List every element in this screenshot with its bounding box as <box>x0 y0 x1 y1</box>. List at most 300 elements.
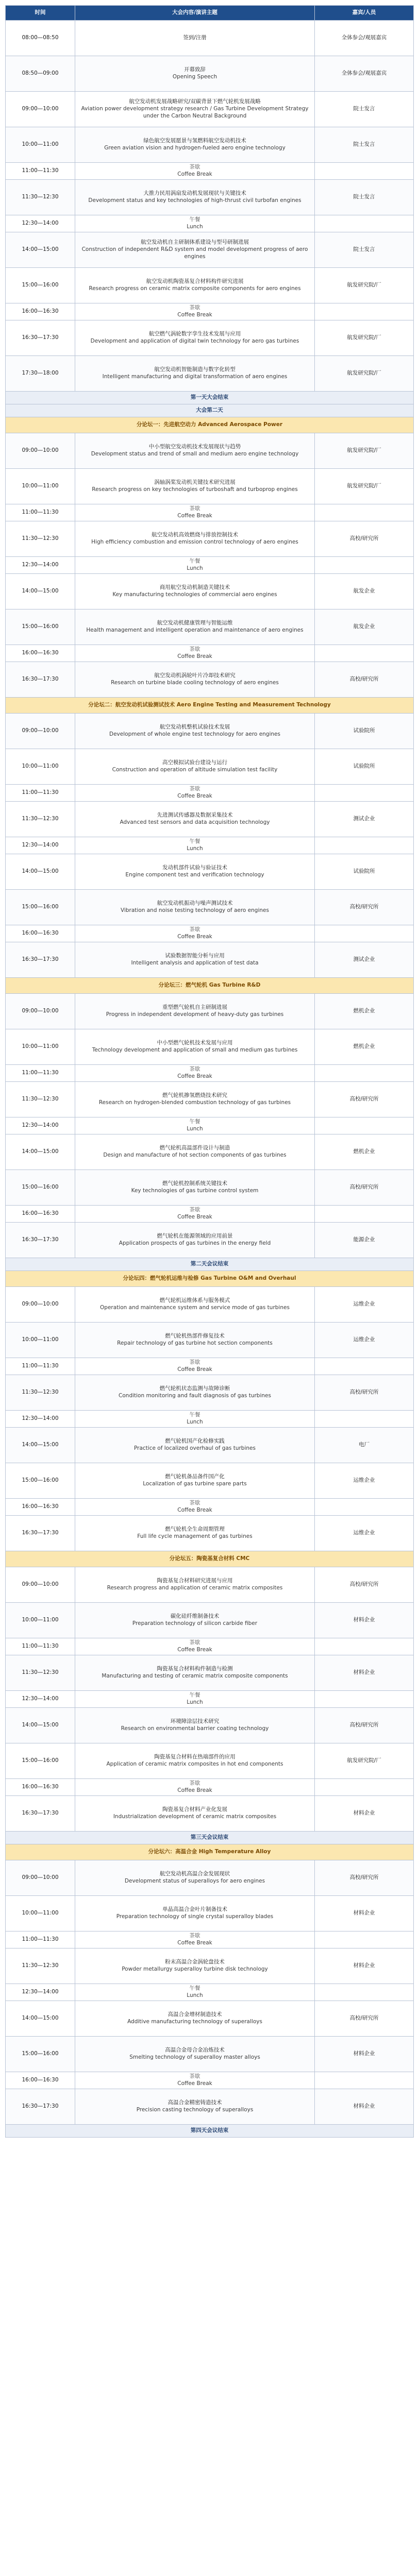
topic-english: Development and application of digital twin technology for aero gas turbines <box>90 338 299 344</box>
session-topic <box>75 1082 315 1117</box>
topic-chinese: 航空发动机高效燃烧与排放控制技术 <box>152 532 238 538</box>
topic-english: Technology development and application of small and medium gas turbines <box>92 1047 298 1053</box>
session-guests <box>315 215 414 232</box>
session-row <box>6 802 414 837</box>
topic-english: Preparation technology of single crystal superalloy blades <box>116 1913 274 1920</box>
session-guests <box>315 1117 414 1134</box>
topic-chinese: 陶瓷基复合材料产业化发展 <box>162 1806 227 1813</box>
session-guests <box>315 1206 414 1223</box>
session-topic <box>75 802 315 837</box>
session-topic <box>75 925 315 942</box>
topic-english: Coffee Break <box>177 1940 212 1946</box>
session-row <box>6 1896 414 1931</box>
topic-chinese: 燃气轮机状态监测与故障诊断 <box>159 1385 230 1392</box>
session-guests: 试验院所 <box>315 714 414 749</box>
session-guests: 运维企业 <box>315 1516 414 1551</box>
session-time: 11:30—12:30 <box>6 1375 75 1411</box>
day-divider-label: 第二天会议结束 <box>6 1258 414 1271</box>
topic-chinese: 午餐 <box>189 1985 200 1992</box>
topic-chinese: 航空发动机健康管理与智能运维 <box>157 620 233 626</box>
session-time: 11:00—11:30 <box>6 1065 75 1082</box>
topic-english: Advanced test sensors and data acquisition technology <box>120 819 270 825</box>
topic-chinese: 午餐 <box>189 1692 200 1699</box>
session-topic <box>75 1796 315 1832</box>
table-header-row <box>6 6 414 21</box>
topic-chinese: 高温合金增材制造技术 <box>167 2011 222 2018</box>
session-topic <box>75 1860 315 1896</box>
session-time: 16:00—16:30 <box>6 1499 75 1516</box>
break-row <box>6 1206 414 1223</box>
session-time: 12:30—14:00 <box>6 1984 75 2001</box>
session-time: 12:30—14:00 <box>6 557 75 574</box>
session-topic <box>75 1743 315 1779</box>
topic-chinese: 航空发动机智能制造与数字化转型 <box>154 366 236 373</box>
session-time: 12:30—14:00 <box>6 1691 75 1708</box>
topic-english: Research on turbine blade cooling technology of aero engines <box>111 680 279 686</box>
break-row <box>6 163 414 180</box>
session-topic <box>75 1358 315 1375</box>
session-topic <box>75 320 315 356</box>
break-row <box>6 1117 414 1134</box>
break-row <box>6 645 414 662</box>
session-topic <box>75 2037 315 2072</box>
session-time: 16:00—16:30 <box>6 2072 75 2089</box>
topic-english: Intelligent manufacturing and digital transformation of aero engines <box>102 374 288 380</box>
topic-chinese: 燃气轮机热部件修复技术 <box>165 1333 225 1340</box>
session-guests: 航发研究院/厂 <box>315 320 414 356</box>
session-topic <box>75 127 315 163</box>
session-guests <box>315 557 414 574</box>
topic-chinese: 茶歇 <box>189 646 200 653</box>
topic-chinese: 茶歇 <box>189 1639 200 1646</box>
session-topic <box>75 215 315 232</box>
sub-forum-title: 分论坛四：燃气轮机运维与检修 Gas Turbine O&M and Overhaul <box>6 1271 414 1287</box>
topic-english: Coffee Break <box>177 653 212 659</box>
session-time: 16:30—17:30 <box>6 1796 75 1832</box>
topic-english: Lunch <box>187 1992 203 1998</box>
session-time: 11:30—12:30 <box>6 1082 75 1117</box>
session-row <box>6 1287 414 1323</box>
session-guests: 全体参会/观展嘉宾 <box>315 56 414 92</box>
sub-forum-title: 分论坛三：燃气轮机 Gas Turbine R&D <box>6 978 414 994</box>
session-topic <box>75 749 315 785</box>
topic-chinese: 茶歇 <box>189 505 200 512</box>
break-row <box>6 1411 414 1428</box>
session-guests: 燃机企业 <box>315 1029 414 1065</box>
session-guests: 高校/研究所 <box>315 890 414 925</box>
session-time: 11:00—11:30 <box>6 1931 75 1948</box>
topic-english: Research progress on ceramic matrix composite components for aero engines <box>89 285 301 292</box>
sub-forum-title: 分论坛六：高温合金 High Temperature Alloy <box>6 1844 414 1860</box>
topic-english: Coffee Break <box>177 1647 212 1653</box>
session-row <box>6 1743 414 1779</box>
session-time: 16:00—16:30 <box>6 1206 75 1223</box>
session-time: 16:00—16:30 <box>6 925 75 942</box>
topic-english: Lunch <box>187 845 203 852</box>
session-time: 10:00—11:00 <box>6 1323 75 1358</box>
session-topic <box>75 1948 315 1984</box>
topic-english: Localization of gas turbine spare parts <box>143 1481 247 1487</box>
session-topic <box>75 1896 315 1931</box>
break-row <box>6 1984 414 2001</box>
session-time: 15:00—16:00 <box>6 1743 75 1779</box>
topic-english: Vibration and noise testing technology of aero engines <box>121 907 269 913</box>
topic-english: Green aviation vision and hydrogen-fueled aero engine technology <box>104 145 286 151</box>
session-row <box>6 1223 414 1258</box>
session-time: 09:00—10:00 <box>6 433 75 469</box>
break-row <box>6 837 414 854</box>
session-topic <box>75 1428 315 1463</box>
session-topic <box>75 1029 315 1065</box>
break-row <box>6 215 414 232</box>
topic-english: Research progress and application of ceramic matrix composites <box>107 1585 283 1591</box>
break-row <box>6 925 414 942</box>
session-row <box>6 92 414 127</box>
topic-english: Lunch <box>187 565 203 571</box>
session-guests: 运维企业 <box>315 1287 414 1323</box>
day-divider-label: 大会第二天 <box>6 404 414 417</box>
topic-chinese: 航空发动机高温合金发展现状 <box>159 1871 230 1877</box>
header-content: 大会内容/演讲主题 <box>75 6 315 21</box>
topic-chinese: 午餐 <box>189 838 200 845</box>
session-guests: 航发企业 <box>315 609 414 645</box>
session-topic <box>75 785 315 802</box>
topic-english: Precision casting technology of superalloys <box>136 2107 254 2113</box>
topic-chinese: 茶歇 <box>189 304 200 311</box>
session-row <box>6 127 414 163</box>
session-time: 10:00—11:00 <box>6 1603 75 1638</box>
session-time: 09:00—10:00 <box>6 714 75 749</box>
session-topic <box>75 1984 315 2001</box>
header-guests: 嘉宾/人员 <box>315 6 414 21</box>
topic-chinese: 重型燃气轮机自主研制进展 <box>162 1004 227 1011</box>
session-topic <box>75 56 315 92</box>
session-topic <box>75 837 315 854</box>
session-guests: 高校/研究所 <box>315 1375 414 1411</box>
topic-english: Industrialization development of ceramic matrix composites <box>113 1814 277 1820</box>
session-guests: 试验院所 <box>315 854 414 890</box>
session-row <box>6 1170 414 1206</box>
sub-forum-title: 分论坛二：航空发动机试验测试技术 Aero Engine Testing and Measurement Technology <box>6 698 414 714</box>
session-time: 14:00—15:00 <box>6 854 75 890</box>
session-row <box>6 1082 414 1117</box>
session-time: 16:00—16:30 <box>6 303 75 320</box>
session-time: 15:00—16:00 <box>6 1170 75 1206</box>
session-guests: 材料企业 <box>315 1796 414 1832</box>
session-guests <box>315 1691 414 1708</box>
session-guests: 运维企业 <box>315 1463 414 1499</box>
session-topic <box>75 1638 315 1655</box>
session-guests: 高校/研究所 <box>315 1708 414 1743</box>
topic-english: Development status and key technologies of high-thrust civil turbofan engines <box>88 197 301 204</box>
topic-chinese: 茶歇 <box>189 1500 200 1506</box>
break-row <box>6 557 414 574</box>
topic-chinese: 航空发动机涡轮叶片冷却技术研究 <box>154 672 236 679</box>
session-row <box>6 994 414 1029</box>
session-row <box>6 749 414 785</box>
session-time: 14:00—15:00 <box>6 1708 75 1743</box>
topic-english: Lunch <box>187 1126 203 1132</box>
session-row <box>6 1603 414 1638</box>
topic-chinese: 燃气轮机高温部件设计与制造 <box>159 1145 230 1151</box>
topic-chinese: 茶歇 <box>189 1066 200 1073</box>
session-time: 14:00—15:00 <box>6 2001 75 2037</box>
session-topic <box>75 890 315 925</box>
session-guests: 材料企业 <box>315 2089 414 2125</box>
session-row <box>6 56 414 92</box>
session-row <box>6 469 414 504</box>
break-row <box>6 1931 414 1948</box>
session-time: 15:00—16:00 <box>6 1463 75 1499</box>
topic-english: High efficiency combustion and emission control technology of aero engines <box>91 539 298 545</box>
session-row <box>6 1516 414 1551</box>
topic-chinese: 燃气轮机国产化检修实践 <box>165 1438 225 1445</box>
topic-english: Application prospects of gas turbines in the energy field <box>119 1240 271 1246</box>
session-topic <box>75 2072 315 2089</box>
agenda-table <box>5 5 414 2138</box>
session-time: 16:30—17:30 <box>6 662 75 698</box>
topic-english: Coffee Break <box>177 171 212 177</box>
topic-english: Research on hydrogen-blended combustion technology of gas turbines <box>98 1099 291 1106</box>
session-guests: 高校/研究所 <box>315 1170 414 1206</box>
agenda-body <box>6 21 414 2138</box>
topic-chinese: 燃气轮机在能源领域的应用前景 <box>157 1233 233 1240</box>
topic-chinese: 陶瓷基复合材料在热端部件的应用 <box>154 1754 236 1760</box>
session-guests <box>315 1499 414 1516</box>
topic-english: Coffee Break <box>177 1073 212 1079</box>
session-time: 08:00—08:50 <box>6 21 75 56</box>
session-time: 14:00—15:00 <box>6 574 75 609</box>
topic-chinese: 陶瓷基复合材料研究进展与应用 <box>157 1578 233 1584</box>
day-divider-label: 第四天会议结束 <box>6 2125 414 2138</box>
session-time: 12:30—14:00 <box>6 837 75 854</box>
session-row <box>6 1029 414 1065</box>
session-guests: 院士发言 <box>315 92 414 127</box>
session-guests: 材料企业 <box>315 1655 414 1691</box>
session-guests <box>315 1411 414 1428</box>
topic-english: Operation and maintenance system and service mode of gas turbines <box>100 1304 290 1311</box>
session-topic <box>75 1516 315 1551</box>
topic-english: Design and manufacture of hot section components of gas turbines <box>103 1152 287 1158</box>
session-guests: 高校/研究所 <box>315 662 414 698</box>
topic-english: Coffee Break <box>177 1507 212 1513</box>
session-topic <box>75 1117 315 1134</box>
session-time: 14:00—15:00 <box>6 232 75 268</box>
session-topic <box>75 1375 315 1411</box>
session-guests <box>315 1931 414 1948</box>
session-topic <box>75 303 315 320</box>
session-guests <box>315 1779 414 1796</box>
topic-chinese: 航空发动机振动与噪声测试技术 <box>157 900 233 907</box>
session-time: 12:30—14:00 <box>6 1411 75 1428</box>
topic-chinese: 碳化硅纤维制备技术 <box>170 1613 220 1620</box>
topic-english: Health management and intelligent operation and maintenance of aero engines <box>86 627 304 633</box>
session-topic <box>75 504 315 521</box>
session-guests: 测试企业 <box>315 802 414 837</box>
session-time: 16:30—17:30 <box>6 942 75 978</box>
session-topic <box>75 714 315 749</box>
session-topic <box>75 1065 315 1082</box>
topic-chinese: 茶歇 <box>189 1359 200 1366</box>
topic-english: Aviation power development strategy research / Gas Turbine Development Strategy under the Carbon Neutral Background <box>81 106 309 119</box>
topic-chinese: 航空发动机陶瓷基复合材料构件研究进展 <box>146 278 244 285</box>
session-time: 11:30—12:30 <box>6 802 75 837</box>
session-topic <box>75 662 315 698</box>
session-time: 15:00—16:00 <box>6 609 75 645</box>
session-row <box>6 1375 414 1411</box>
topic-english: Coffee Break <box>177 1787 212 1793</box>
topic-chinese: 航空发动机整机试验技术发展 <box>159 724 230 731</box>
session-guests <box>315 1984 414 2001</box>
session-topic <box>75 1134 315 1170</box>
session-row <box>6 1655 414 1691</box>
session-guests: 航发研究院/厂 <box>315 433 414 469</box>
session-guests: 航发研究院/厂 <box>315 356 414 392</box>
break-row <box>6 1638 414 1655</box>
topic-english: Repair technology of gas turbine hot section components <box>117 1340 273 1346</box>
session-time: 11:00—11:30 <box>6 504 75 521</box>
session-guests: 高校/研究所 <box>315 1082 414 1117</box>
break-row <box>6 504 414 521</box>
session-guests <box>315 1358 414 1375</box>
break-row <box>6 1779 414 1796</box>
break-row <box>6 785 414 802</box>
session-guests: 高校/研究所 <box>315 521 414 557</box>
session-topic <box>75 268 315 303</box>
session-guests: 院士发言 <box>315 180 414 215</box>
session-time: 09:00—10:00 <box>6 92 75 127</box>
session-guests <box>315 303 414 320</box>
session-topic <box>75 92 315 127</box>
topic-chinese: 燃气轮机控制系统关键技术 <box>162 1180 227 1187</box>
session-row <box>6 2001 414 2037</box>
session-time: 15:00—16:00 <box>6 268 75 303</box>
session-row <box>6 180 414 215</box>
topic-english: Coffee Break <box>177 793 212 799</box>
session-time: 11:30—12:30 <box>6 180 75 215</box>
topic-chinese: 航空燃气涡轮数字孪生技术发展与应用 <box>148 331 241 337</box>
session-topic <box>75 574 315 609</box>
day-divider-label: 第三天会议结束 <box>6 1832 414 1844</box>
topic-english: Preparation technology of silicon carbide fiber <box>132 1620 258 1626</box>
topic-english: Key technologies of gas turbine control system <box>131 1188 259 1194</box>
session-time: 11:30—12:30 <box>6 1655 75 1691</box>
topic-chinese: 中小型燃气轮机技术发展与应用 <box>157 1040 233 1046</box>
session-row <box>6 2037 414 2072</box>
session-row <box>6 433 414 469</box>
topic-english: Lunch <box>187 1419 203 1425</box>
topic-chinese: 午餐 <box>189 1412 200 1418</box>
topic-chinese: 先进测试传感器及数据采集技术 <box>157 812 233 819</box>
topic-english: Intelligent analysis and application of test data <box>131 960 259 966</box>
topic-chinese: 午餐 <box>189 1118 200 1125</box>
session-topic <box>75 1206 315 1223</box>
session-topic <box>75 232 315 268</box>
session-time: 15:00—16:00 <box>6 890 75 925</box>
session-row <box>6 1948 414 1984</box>
topic-chinese: 燃气轮机全生命周期管理 <box>165 1526 225 1533</box>
session-guests: 材料企业 <box>315 1603 414 1638</box>
topic-chinese: 航空发动机发展战略研究/双碳背景下燃气轮机发展战略 <box>129 98 261 105</box>
session-guests <box>315 925 414 942</box>
session-guests: 航发企业 <box>315 574 414 609</box>
session-row <box>6 1134 414 1170</box>
topic-chinese: 燃气轮机备品备件国产化 <box>165 1473 225 1480</box>
topic-chinese: 午餐 <box>189 216 200 223</box>
session-guests: 运维企业 <box>315 1323 414 1358</box>
break-row <box>6 1499 414 1516</box>
topic-chinese: 航空发动机自主研制体系建设与型号研制进展 <box>141 239 249 246</box>
session-topic <box>75 1603 315 1638</box>
session-time: 10:00—11:00 <box>6 1896 75 1931</box>
sub-forum-row <box>6 1844 414 1860</box>
topic-chinese: 高温合金精密铸造技术 <box>167 2099 222 2106</box>
session-row <box>6 1796 414 1832</box>
session-time: 11:00—11:30 <box>6 785 75 802</box>
session-row <box>6 574 414 609</box>
session-topic <box>75 1463 315 1499</box>
session-topic <box>75 1655 315 1691</box>
topic-chinese: 茶歇 <box>189 2073 200 2080</box>
session-row <box>6 854 414 890</box>
session-row <box>6 356 414 392</box>
topic-english: Progress in independent development of heavy-duty gas turbines <box>106 1011 284 1018</box>
session-row <box>6 1860 414 1896</box>
session-time: 10:00—11:00 <box>6 749 75 785</box>
session-time: 16:00—16:30 <box>6 1779 75 1796</box>
topic-english: Coffee Break <box>177 312 212 318</box>
break-row <box>6 303 414 320</box>
session-guests <box>315 785 414 802</box>
topic-chinese: 茶歇 <box>189 1207 200 1213</box>
topic-chinese: 茶歇 <box>189 926 200 933</box>
session-guests: 材料企业 <box>315 1896 414 1931</box>
session-row <box>6 890 414 925</box>
session-time: 09:00—10:00 <box>6 1287 75 1323</box>
session-guests: 电厂 <box>315 1428 414 1463</box>
break-row <box>6 2072 414 2089</box>
session-time: 11:00—11:30 <box>6 1638 75 1655</box>
session-guests: 测试企业 <box>315 942 414 978</box>
topic-chinese: 茶歇 <box>189 1780 200 1787</box>
day-divider-row <box>6 1258 414 1271</box>
topic-english: Coffee Break <box>177 1214 212 1220</box>
topic-english: Powder metallurgy superalloy turbine disk technology <box>122 1966 268 1972</box>
session-time: 08:50—09:00 <box>6 56 75 92</box>
session-topic <box>75 1287 315 1323</box>
topic-english: Coffee Break <box>177 513 212 519</box>
topic-chinese: 中小型航空发动机技术发展现状与趋势 <box>148 444 241 450</box>
topic-chinese: 午餐 <box>189 558 200 565</box>
session-topic <box>75 433 315 469</box>
session-topic <box>75 1223 315 1258</box>
topic-chinese: 燃气轮机掺氢燃烧技术研究 <box>162 1092 227 1099</box>
session-guests: 航发研究院/厂 <box>315 268 414 303</box>
session-guests <box>315 504 414 521</box>
session-time: 16:30—17:30 <box>6 2089 75 2125</box>
session-time: 16:00—16:30 <box>6 645 75 662</box>
session-guests: 能源企业 <box>315 1223 414 1258</box>
sub-forum-title: 分论坛一：先进航空动力 Advanced Aerospace Power <box>6 417 414 433</box>
topic-chinese: 大推力民用涡扇发动机发展现状与关键技术 <box>143 190 246 197</box>
day-divider-row <box>6 1832 414 1844</box>
session-topic <box>75 854 315 890</box>
session-guests: 院士发言 <box>315 232 414 268</box>
topic-chinese: 签到/注册 <box>183 35 207 41</box>
session-guests: 材料企业 <box>315 1948 414 1984</box>
session-time: 16:30—17:30 <box>6 1223 75 1258</box>
session-guests: 高校/研究所 <box>315 1860 414 1896</box>
